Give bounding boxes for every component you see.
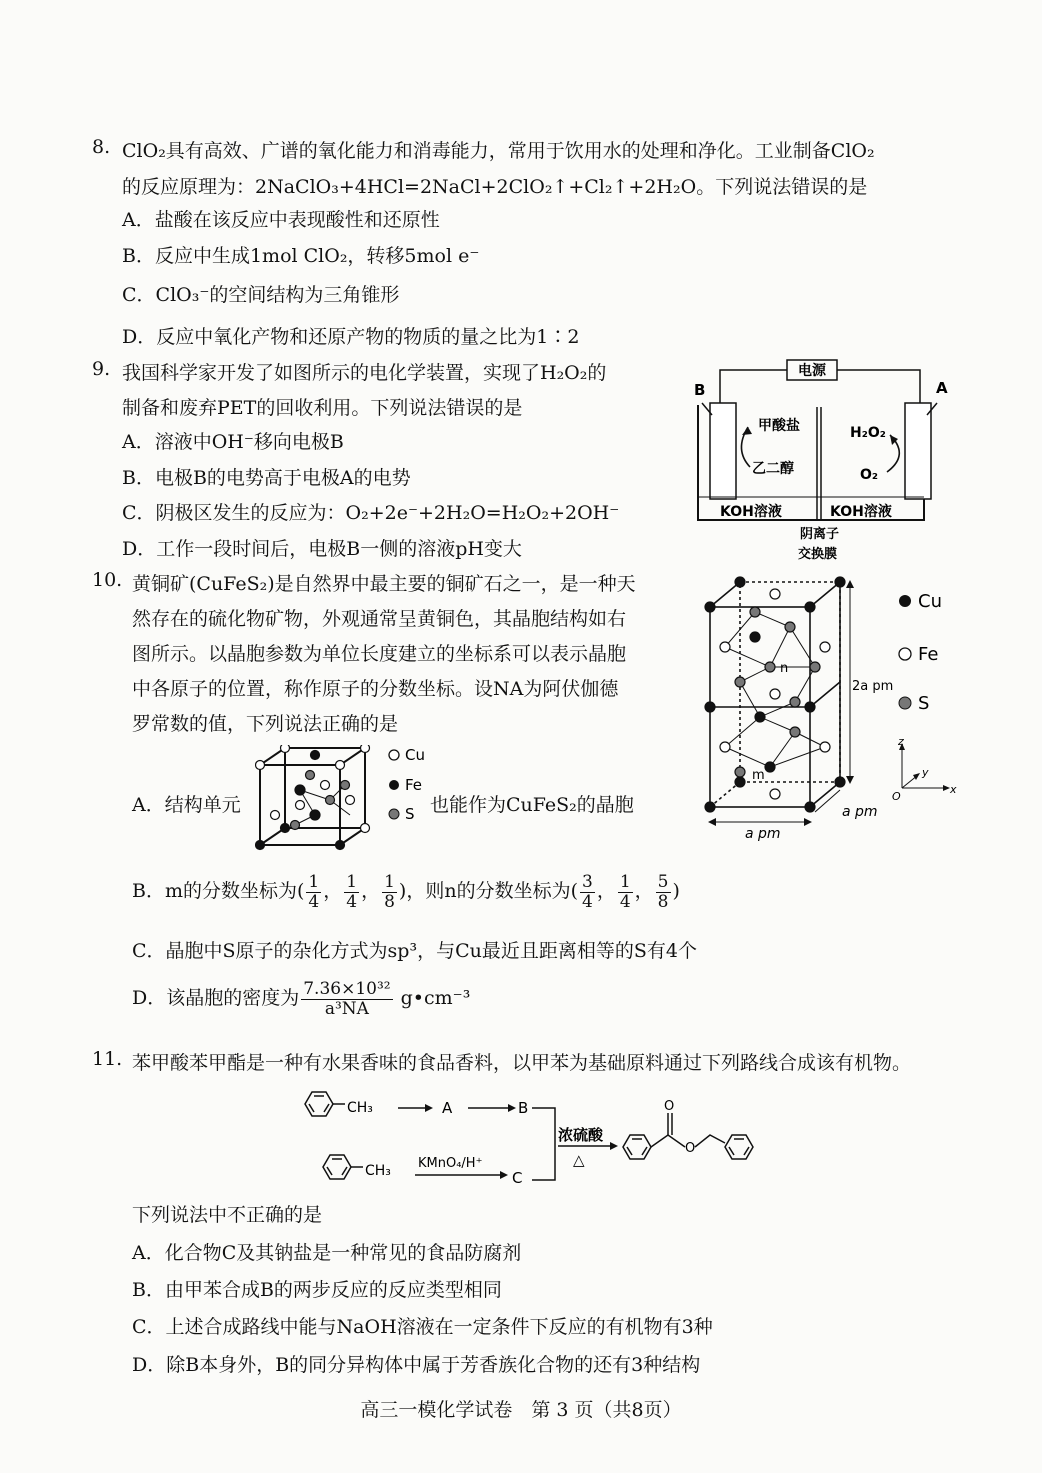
q11-option-c: C．上述合成路线中能与NaOH溶液在一定条件下反应的有机物有3种 [132, 1316, 713, 1338]
small-legend-fe: Fe [405, 776, 423, 794]
synthesis-scheme [290, 1080, 770, 1195]
kmno4-reagent: KMnO₄/H⁺ [418, 1156, 483, 1171]
h2o2-label: H₂O₂ [850, 425, 886, 441]
q9-option-b: B．电极B的电势高于电极A的电势 [122, 467, 411, 489]
q9-stem-line1: 我国科学家开发了如图所示的电化学装置，实现了H₂O₂的 [122, 362, 607, 384]
small-legend [385, 745, 430, 825]
electrode-a-label: A [936, 379, 948, 397]
compound-a: A [442, 1099, 453, 1117]
n-x-num: 3 [581, 872, 593, 892]
q11-lead: 下列说法中不正确的是 [132, 1204, 323, 1226]
ester-o: O [685, 1141, 696, 1156]
membrane-label-2: 交换膜 [798, 547, 838, 562]
koh-solution-left: KOH溶液 [720, 504, 782, 520]
q10-option-b-end: ) [672, 880, 680, 903]
big-legend-fe: Fe [918, 644, 939, 665]
label-a-pm-depth: a pm [842, 804, 878, 820]
ch3-top: CH₃ [347, 1100, 373, 1116]
m-y-num: 1 [346, 872, 358, 892]
q10-option-a-suffix: 也能作为CuFeS₂的晶胞 [430, 794, 634, 816]
ethylene-glycol-label: 乙二醇 [752, 461, 794, 477]
carbonyl-o: O [664, 1099, 675, 1114]
big-legend-and-axes [880, 580, 960, 820]
label-n: n [780, 661, 789, 676]
q9-option-c: C．阴极区发生的反应为：O₂+2e⁻+2H₂O=H₂O₂+2OH⁻ [122, 502, 620, 524]
page-footer: 高三一模化学试卷 第 3 页（共8页） [360, 1399, 682, 1421]
q10-option-b-mid: )，则n的分数坐标为( [398, 880, 578, 903]
q10-option-a-prefix: A．结构单元 [132, 794, 241, 816]
big-legend-s: S [918, 693, 930, 714]
n-y-den: 4 [619, 891, 631, 912]
m-x-num: 1 [308, 872, 320, 892]
q10-number: 10. [92, 569, 123, 591]
q10-stem-line3: 图所示。以晶胞参数为单位长度建立的坐标系可以表示晶胞 [132, 643, 627, 665]
q11-option-a: A．化合物C及其钠盐是一种常见的食品防腐剂 [132, 1242, 522, 1264]
q8-option-a: A．盐酸在该反应中表现酸性和还原性 [122, 209, 440, 231]
n-z-den: 8 [657, 891, 669, 912]
axis-x: x [950, 783, 957, 796]
q11-option-b: B．由甲苯合成B的两步反应的反应类型相同 [132, 1279, 502, 1301]
density-denominator: a³NA [324, 998, 369, 1019]
density-numerator: 7.36×10³² [303, 979, 391, 999]
label-a-pm-bottom: a pm [745, 826, 781, 842]
ch3-bottom: CH₃ [365, 1163, 391, 1179]
q11-number: 11. [92, 1048, 123, 1070]
power-source-label: 电源 [798, 363, 826, 379]
q10-option-b: B．m的分数坐标为( $\frac{1}{4}$ ， $\frac{1}{4}$ ， $\frac{1}{8}$ )，则n的分数坐标为( $\frac{3}{4}$ ， $\frac{1}{4}$ ， $\frac{5}{8}$ ) [132, 872, 680, 912]
q8-stem-line1: ClO₂具有高效、广谱的氧化能力和消毒能力，常用于饮用水的处理和净化。工业制备ClO₂ [122, 140, 875, 162]
axis-z: z [898, 735, 904, 748]
small-legend-s: S [405, 805, 415, 823]
q10-option-d [132, 980, 470, 1018]
q8-option-b: B．反应中生成1mol ClO₂，转移5mol e⁻ [122, 245, 480, 267]
compound-b: B [518, 1099, 529, 1117]
label-2a-pm: 2a pm [852, 679, 894, 694]
q10-stem-line5: 罗常数的值，下列说法正确的是 [132, 713, 399, 735]
q9-number: 9. [92, 358, 111, 380]
structural-unit-figure [255, 745, 380, 855]
n-x-den: 4 [581, 891, 593, 912]
axis-origin: O [892, 790, 901, 803]
formate-label: 甲酸盐 [758, 418, 800, 434]
label-m: m [752, 768, 765, 783]
small-legend-cu: Cu [405, 746, 425, 764]
m-z-num: 1 [384, 872, 395, 892]
q11-stem: 苯甲酸苯甲酯是一种有水果香味的食品香料，以甲苯为基础原料通过下列路线合成该有机物。 [132, 1052, 912, 1074]
m-y-den: 4 [346, 891, 358, 912]
o2-label: O₂ [860, 467, 879, 483]
q9-option-a: A．溶液中OH⁻移向电极B [122, 431, 344, 453]
electrochemical-cell-diagram [690, 355, 950, 570]
q8-option-d: D．反应中氧化产物和还原产物的物质的量之比为1∶2 [122, 326, 580, 348]
heat-symbol: △ [573, 1151, 585, 1169]
big-legend-cu: Cu [918, 591, 942, 612]
q10-option-c: C．晶胞中S原子的杂化方式为sp³，与Cu最近且距离相等的S有4个 [132, 940, 697, 962]
q8-stem-line2: 的反应原理为：2NaClO₃+4HCl=2NaCl+2ClO₂↑+Cl₂↑+2H₂O。下列说法错误的是 [122, 176, 868, 198]
q10-option-b-prefix: B．m的分数坐标为( [132, 880, 305, 903]
koh-solution-right: KOH溶液 [830, 504, 892, 520]
q10-stem-line2: 然存在的硫化物矿物，外观通常呈黄铜色，其晶胞结构如右 [132, 608, 627, 630]
m-x-den: 4 [308, 891, 320, 912]
membrane-label-1: 阴离子 [800, 527, 840, 542]
electrode-b-label: B [694, 381, 706, 399]
conc-h2so4: 浓硫酸 [558, 1126, 604, 1144]
density-unit: g•cm⁻³ [400, 987, 471, 1010]
q8-number: 8. [92, 136, 111, 158]
q9-stem-line2: 制备和废弃PET的回收利用。下列说法错误的是 [122, 397, 523, 419]
q10-stem-line1: 黄铜矿(CuFeS₂)是自然界中最主要的铜矿石之一，是一种天 [132, 573, 636, 595]
axis-y: y [922, 766, 929, 779]
n-z-num: 5 [657, 872, 669, 892]
m-z-den: 8 [384, 891, 395, 912]
q11-option-d: D．除B本身外，B的同分异构体中属于芳香族化合物的还有3种结构 [132, 1354, 701, 1376]
compound-c: C [512, 1169, 523, 1187]
n-y-num: 1 [619, 872, 631, 892]
q10-option-d-prefix: D．该晶胞的密度为 [132, 987, 300, 1010]
q8-option-c: C．ClO₃⁻的空间结构为三角锥形 [122, 284, 400, 306]
q9-option-d: D．工作一段时间后，电极B一侧的溶液pH变大 [122, 538, 522, 560]
q10-stem-line4: 中各原子的位置，称作原子的分数坐标。设NA为阿伏伽德 [132, 678, 619, 700]
